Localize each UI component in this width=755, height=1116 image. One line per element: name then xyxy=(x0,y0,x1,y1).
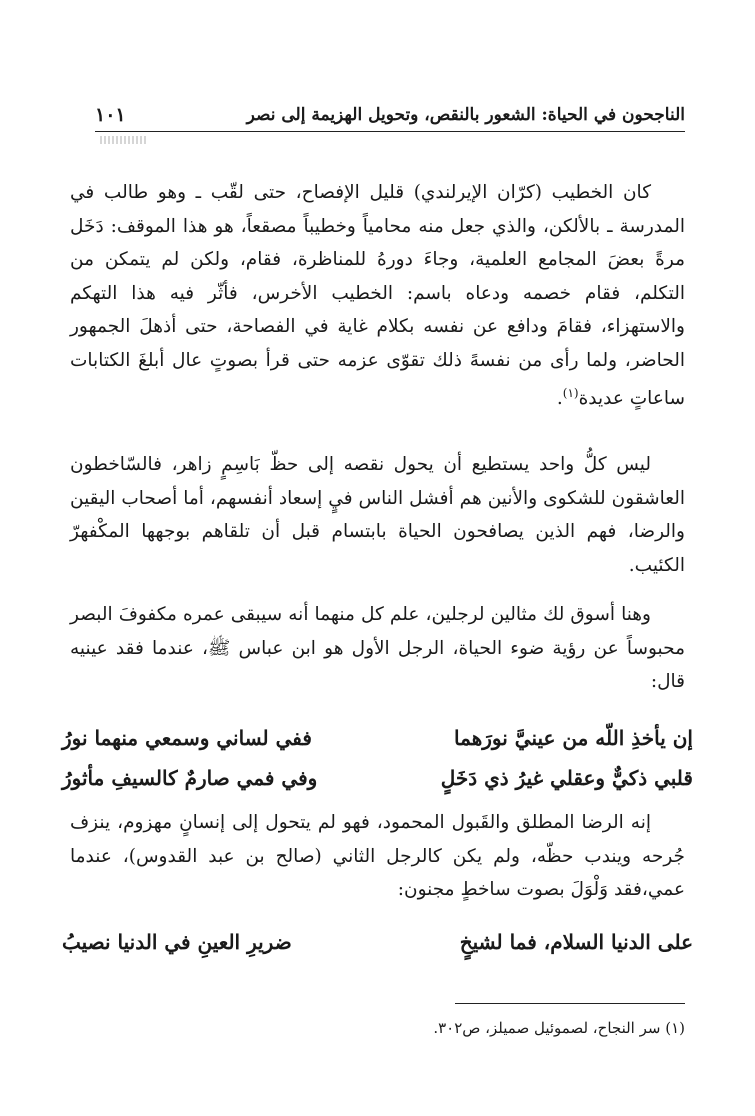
verse-hemistich-first: على الدنيا السلام، فما لشيخٍ xyxy=(459,930,693,954)
verse-hemistich-second: ففي لساني وسمعي منهما نورُ xyxy=(62,726,312,750)
running-header xyxy=(95,100,685,130)
main-text xyxy=(70,176,685,692)
verse-line xyxy=(62,726,693,750)
verse-hemistich-first: إن يأخذِ اللّه من عينيَّ نورَهما xyxy=(454,726,693,750)
paragraph-3: وهنا أسوق لك مثالين لرجلين، علم كل منهما أنه سيبقى عمره مكفوفَ البصر محبوساً عن رؤية ضوء الحياة، الرجل الأول هو ابن عباس ﷺ، عندما فقد عينيه قال: xyxy=(70,604,685,692)
header-title: الناجحون في الحياة: الشعور بالنقص، وتحويل الهزيمة إلى نصر xyxy=(246,105,685,125)
verse-line xyxy=(62,930,693,954)
footnote-ref: (١) xyxy=(562,386,579,400)
header-rule xyxy=(95,131,685,132)
footnote-rule xyxy=(455,1003,685,1004)
verse-hemistich-second: ضريرِ العينِ في الدنيا نصيبُ xyxy=(62,930,292,954)
footnote: (١) سر النجاح، لصموئيل صميلز، ص٣٠٢. xyxy=(433,1019,685,1037)
paragraph-4: إنه الرضا المطلق والقَبول المحمود، فهو لم يتحول إلى إنسانٍ مهزوم، ينزف جُرحه ويندب حظّه، ولم يكن كالرجل الثاني (صالح بن عبد القدوس)، عندما عمي،فقد وَلْوَلَ بصوت ساخطٍ مجنون: xyxy=(70,812,685,900)
header-ornament xyxy=(100,136,148,144)
page-number: ١٠١ xyxy=(95,104,126,126)
paragraph-2: ليس كلُّ واحد يستطيع أن يحول نقصه إلى حظّ بَاسِمٍ زاهر، فالسّاخطون العاشقون للشكوى والأنين هم أفشل الناس فيٍ إسعاد أنفسهم، أما أصحاب اليقين والرضا، فهم الذين يصافحون الحياة بابتسام قبل أن تلقاهم بوجهها المكْفهرّ الكئيب. xyxy=(70,454,685,576)
verse-hemistich-second: وفي فمي صارمٌ كالسيفِ مأثورُ xyxy=(62,766,318,790)
paragraph-1: كان الخطيب (كرّان الإيرلندي) قليل الإفصاح، حتى لقّب ـ وهو طالب في المدرسة ـ بالألكن، والذي جعل منه محامياً وخطيباً مصقعاً، هو هذا الموقف: دَخَل مرةً بعضَ المجامع العلمية، وجاءَ دورهُ للمناظرة، فقام، ولكن لم يتمكن من التكلم، فقام خصمه ودعاه باسم: الخطيب الأخرس، فأثّر فيه هذا التهكم والاستهزاء، فقامَ ودافع عن نفسه بكلام غاية في الفصاحة، حتى أذهلَ الجمهور الحاضر، ولما رأى من نفسهً ذلك تقوّى عزمه حتى قرأ بصوتٍ عال أبلغَ الكتابات ساعاتٍ عديدة$^{(١)}$. xyxy=(70,182,685,410)
paragraph-4-wrap xyxy=(70,806,685,907)
paragraph-1-text: كان الخطيب (كرّان الإيرلندي) قليل الإفصاح، حتى لقّب ـ وهو طالب في المدرسة ـ بالألكن، والذي جعل منه محامياً وخطيباً مصقعاً، هو هذا الموقف: دَخَل مرةً بعضَ المجامع العلمية، وجاءَ دورهُ للمناظرة، فقام، ولكن لم يتمكن من التكلم، فقام خصمه ودعاه باسم: الخطيب الأخرس، فأثّر فيه هذا التهكم والاستهزاء، فقامَ ودافع عن نفسه بكلام غاية في الفصاحة، حتى أذهلَ الجمهور الحاضر، ولما رأى من نفسهً ذلك تقوّى عزمه حتى قرأ بصوتٍ عال أبلغَ الكتابات ساعاتٍ عديدة xyxy=(70,182,685,410)
verse-line xyxy=(62,766,693,790)
verse-hemistich-first: قلبي ذكيٌّ وعقلي غيرُ ذي دَخَلٍ xyxy=(440,766,693,790)
